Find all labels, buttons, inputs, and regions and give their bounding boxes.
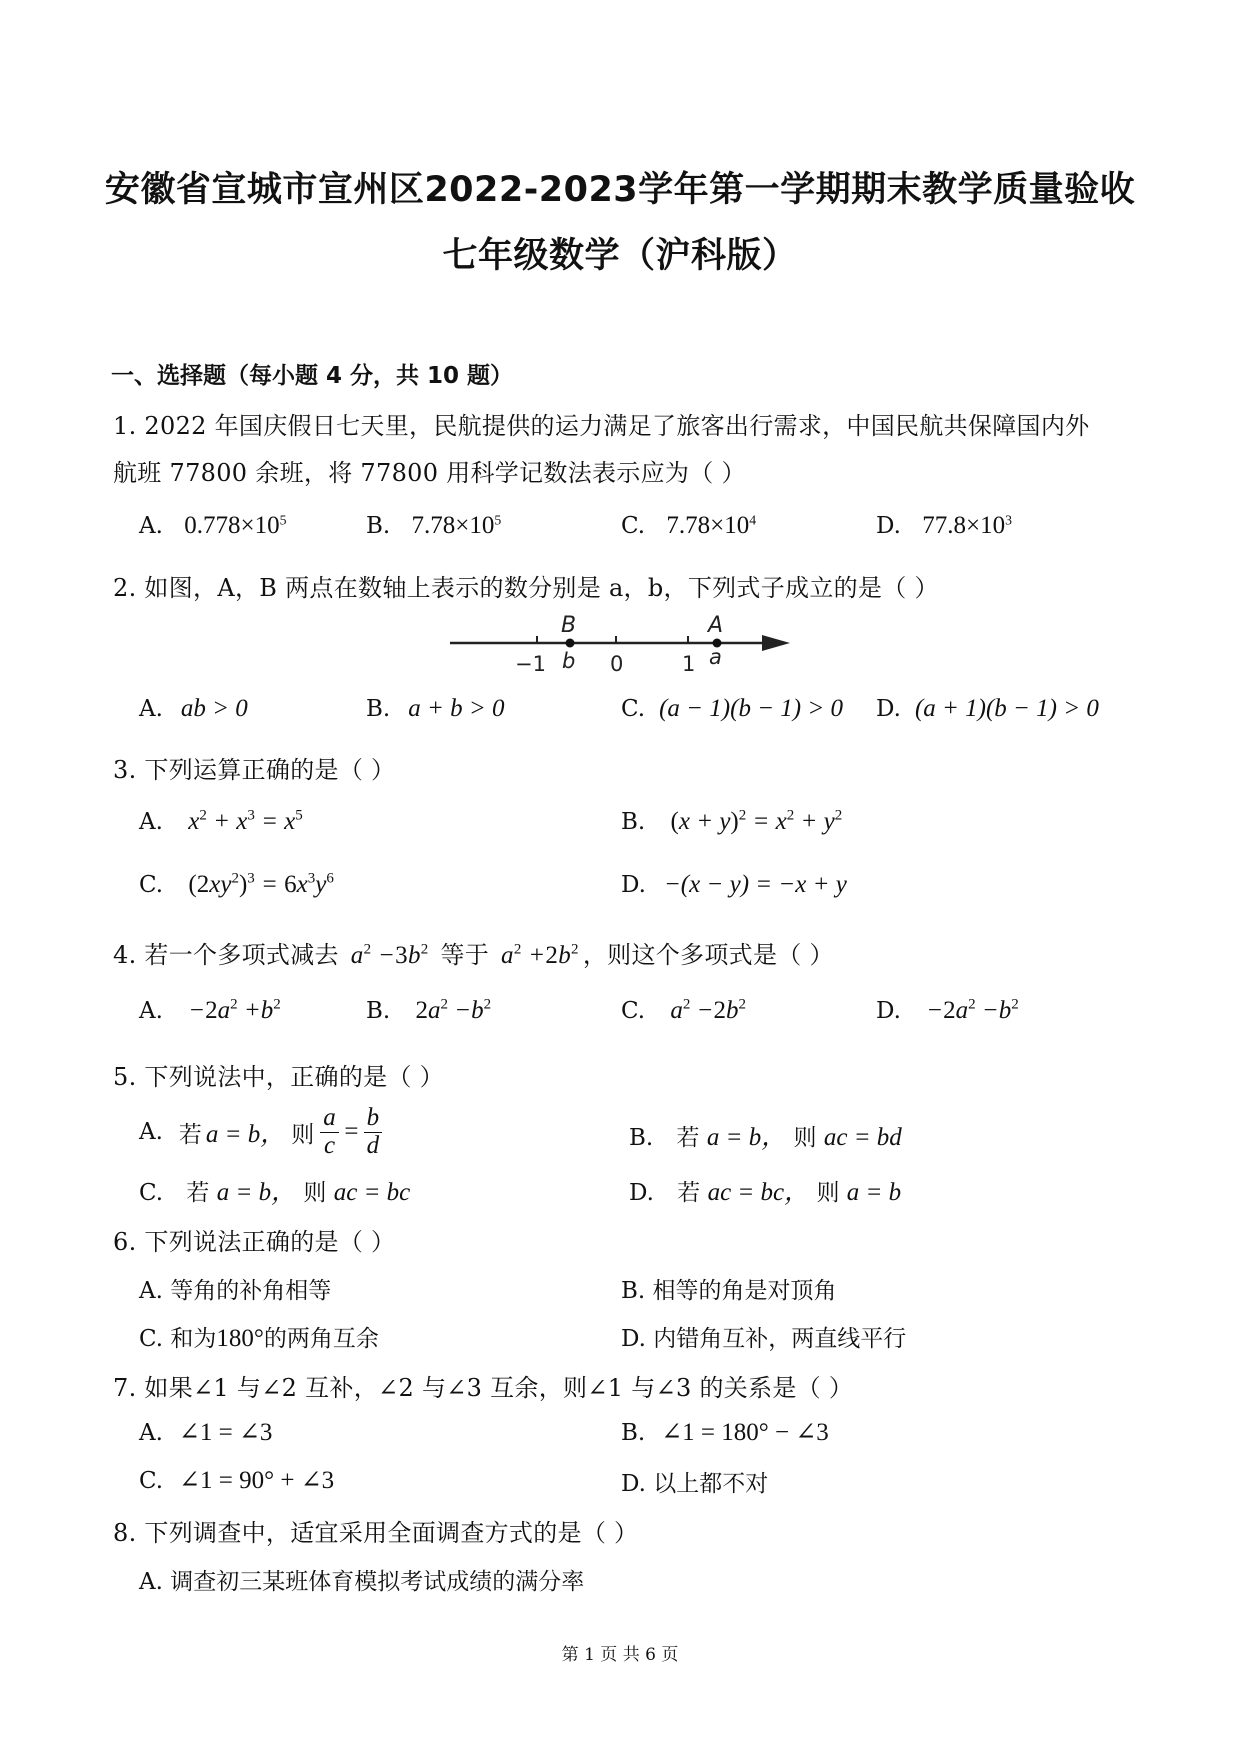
q8-option-a[interactable]: A. 调查初三某班体育模拟考试成绩的满分率 (139, 1569, 585, 1595)
label-b: b (562, 649, 576, 673)
page-title: 安徽省宣城市宣州区2022-2023学年第一学期期末教学质量验收 (104, 170, 1136, 210)
q1-option-a[interactable]: A. $0.778\times 10^5$ (139, 512, 287, 539)
q3-option-d[interactable]: D. −(x − y) = −x + y (621, 871, 847, 898)
tick-label-1: 1 (682, 652, 696, 676)
q5-option-d[interactable]: D. 若 ac = bc， 则 a = b (629, 1179, 902, 1206)
q3-option-a[interactable]: A. $x^2 + x^3 = x^5$ (139, 807, 303, 835)
q2-option-b[interactable]: B. a + b > 0 (366, 695, 505, 722)
q5-option-a[interactable]: A. 若 a = b， 则 $\frac{a}{c}$ = $\frac{b}{d}$ (139, 1102, 382, 1162)
q5-option-c[interactable]: C. 若 a = b， 则 ac = bc (139, 1179, 411, 1206)
q2-option-d[interactable]: D. (a + 1)(b − 1) > 0 (876, 695, 1099, 722)
q2-stem: 2. 如图，A，B 两点在数轴上表示的数分别是 a，b，下列式子成立的是（ ） (113, 574, 939, 602)
q1-option-c[interactable]: C. $7.78\times 10^4$ (621, 512, 757, 539)
q2-option-a[interactable]: A. ab > 0 (139, 695, 248, 722)
q4-option-a[interactable]: A. $-2a^2 +b^2$ (139, 996, 281, 1024)
q1-option-b[interactable]: B. $7.78\times 10^5$ (366, 512, 502, 539)
q7-option-d[interactable]: D. 以上都不对 (621, 1471, 769, 1497)
page-footer: 第 1 页 共 6 页 (561, 1645, 679, 1665)
q2-option-c[interactable]: C. (a − 1)(b − 1) > 0 (621, 695, 844, 722)
tick-label-neg1: −1 (515, 652, 546, 676)
q6-stem: 6. 下列说法正确的是（ ） (113, 1228, 396, 1256)
point-b-dot (566, 639, 575, 648)
q4-stem: 4. 若一个多项式减去 $a^2 -3b^2$ 等于 $a^2 +2b^2$ ，则这个多项式是（ ） (113, 941, 834, 969)
q7-option-c[interactable]: C. ∠1 = 90° + ∠3 (139, 1467, 335, 1494)
q7-option-b[interactable]: B. ∠1 = 180° − ∠3 (621, 1419, 829, 1446)
axis-arrow-icon (762, 635, 790, 651)
q6-option-c[interactable]: C. 和为180°的两角互余 (139, 1325, 379, 1352)
q1-option-d[interactable]: D. $77.8\times 10^3$ (876, 512, 1013, 539)
tick-label-0: 0 (610, 652, 624, 676)
q5-option-b[interactable]: B. 若 a = b， 则 ac = bd (629, 1124, 902, 1151)
q7-stem: 7. 如果∠1 与∠2 互补，∠2 与∠3 互余，则∠1 与∠3 的关系是（ ） (113, 1374, 854, 1402)
q7-option-a[interactable]: A. ∠1 = ∠3 (139, 1419, 273, 1446)
q1-stem-line2: 航班 77800 余班，将 77800 用科学记数法表示应为（ ） (113, 459, 746, 487)
page-subtitle: 七年级数学（沪科版） (442, 236, 798, 276)
number-line-figure (440, 605, 800, 680)
q6-option-d[interactable]: D. 内错角互补，两直线平行 (621, 1326, 907, 1352)
label-B: B (561, 613, 577, 638)
q8-stem: 8. 下列调查中，适宜采用全面调查方式的是（ ） (113, 1519, 639, 1547)
q4-option-c[interactable]: C. $a^2 -2b^2$ (621, 996, 747, 1024)
q3-option-b[interactable]: B. $(x + y)^2 = x^2 + y^2$ (621, 807, 843, 835)
q5-stem: 5. 下列说法中，正确的是（ ） (113, 1063, 444, 1091)
q6-option-b[interactable]: B. 相等的角是对顶角 (621, 1278, 837, 1304)
section-heading: 一、选择题（每小题 4 分，共 10 题） (111, 363, 514, 389)
q4-option-b[interactable]: B. $2a^2 -b^2$ (366, 996, 492, 1024)
q3-option-c[interactable]: C. $(2xy^2)^3 = 6x^3y^6$ (139, 870, 334, 898)
label-a: a (709, 645, 722, 669)
q3-stem: 3. 下列运算正确的是（ ） (113, 756, 396, 784)
label-A: A (708, 613, 724, 638)
q4-option-d[interactable]: D. $-2a^2 -b^2$ (876, 996, 1019, 1024)
q1-stem-line1: 1. 2022 年国庆假日七天里，民航提供的运力满足了旅客出行需求，中国民航共保障国内外 (113, 412, 1090, 440)
q6-option-a[interactable]: A. 等角的补角相等 (139, 1278, 332, 1304)
